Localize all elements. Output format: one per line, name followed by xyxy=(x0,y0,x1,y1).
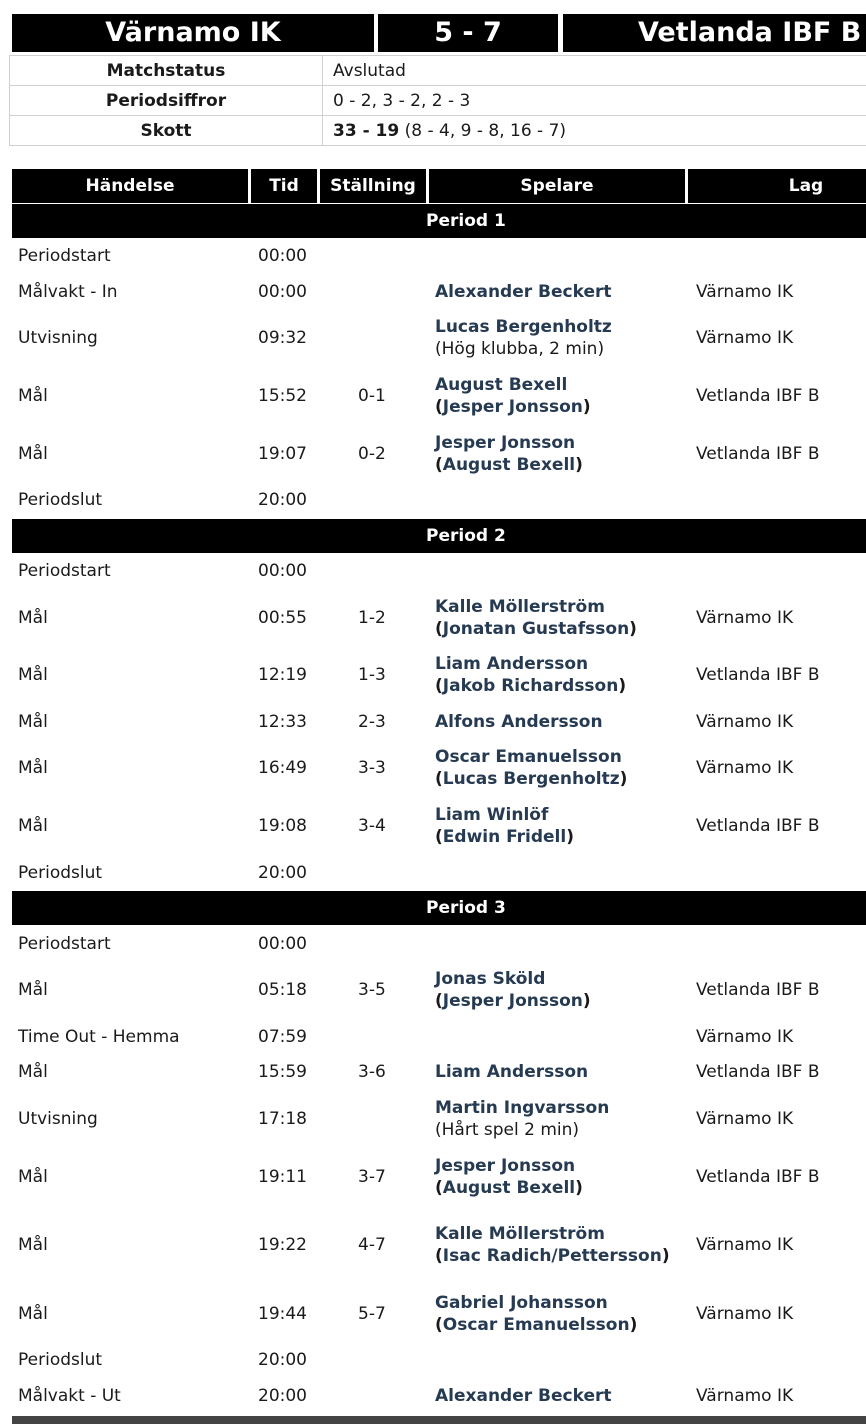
event-type: Mål xyxy=(18,444,48,464)
event-type: Time Out - Hemma xyxy=(18,1027,180,1047)
event-row xyxy=(0,1285,866,1343)
event-team: Värnamo IK xyxy=(696,282,794,302)
event-player-cell xyxy=(435,309,685,367)
event-row xyxy=(0,425,866,483)
event-score: 3-7 xyxy=(358,1167,386,1187)
player-link[interactable]: Liam Andersson xyxy=(435,1062,589,1082)
event-score: 3-4 xyxy=(358,816,386,836)
event-time: 20:00 xyxy=(258,490,307,510)
event-team: Vetlanda IBF B xyxy=(696,980,820,1000)
assist-paren-close: ) xyxy=(661,1246,670,1266)
player-link[interactable]: Alexander Beckert xyxy=(435,1386,612,1406)
assist-player-link[interactable]: Isac Radich/Pettersson xyxy=(442,1246,662,1266)
event-time: 19:08 xyxy=(258,816,307,836)
assist-paren-close: ) xyxy=(619,769,628,789)
event-time: 19:07 xyxy=(258,444,307,464)
home-team-header xyxy=(12,14,374,52)
event-score: 3-5 xyxy=(358,980,386,1000)
status-value: Avslutad xyxy=(323,56,866,86)
assist-player-link[interactable]: Jesper Jonsson xyxy=(442,991,583,1011)
assist-player-link[interactable]: August Bexell xyxy=(442,1178,576,1198)
event-type: Periodstart xyxy=(18,561,111,581)
event-type: Periodslut xyxy=(18,863,103,883)
event-team: Värnamo IK xyxy=(696,712,794,732)
assist-paren-open: ( xyxy=(435,769,443,789)
event-player-cell xyxy=(435,856,685,890)
event-player-cell xyxy=(435,275,685,309)
event-row xyxy=(0,1379,866,1413)
player-link[interactable]: Lucas Bergenholtz xyxy=(435,317,612,337)
assist-paren-open: ( xyxy=(435,676,443,696)
period-header xyxy=(12,519,866,553)
assist-paren-open: ( xyxy=(435,455,443,475)
final-score: 5 - 7 xyxy=(434,17,502,48)
event-score: 0-1 xyxy=(358,386,386,406)
event-row xyxy=(0,739,866,797)
assist-paren-open: ( xyxy=(435,827,443,847)
col-header-team: Lag xyxy=(688,169,866,203)
score-header xyxy=(378,14,558,52)
event-player-cell xyxy=(435,1090,685,1148)
player-link[interactable]: Kalle Möllerström xyxy=(435,597,605,617)
event-score: 4-7 xyxy=(358,1235,386,1255)
assist-paren-open: ( xyxy=(435,1178,443,1198)
event-row xyxy=(0,1205,866,1285)
player-link[interactable]: Kalle Möllerström xyxy=(435,1224,605,1244)
event-type: Mål xyxy=(18,1304,48,1324)
event-time: 19:11 xyxy=(258,1167,307,1187)
event-type: Målvakt - Ut xyxy=(18,1386,121,1406)
event-player-cell xyxy=(435,646,685,704)
event-time: 12:19 xyxy=(258,665,307,685)
event-time: 00:00 xyxy=(258,282,307,302)
player-link[interactable]: Liam Andersson xyxy=(435,654,589,674)
status-row xyxy=(10,56,866,86)
event-player-cell xyxy=(435,1205,685,1285)
event-player-cell xyxy=(435,705,685,739)
event-type: Mål xyxy=(18,608,48,628)
period-title: Period 2 xyxy=(426,526,506,546)
shots-row xyxy=(10,116,866,146)
period-title: Period 3 xyxy=(426,898,506,918)
event-team: Värnamo IK xyxy=(696,328,794,348)
event-player-cell xyxy=(435,1285,685,1343)
event-score: 2-3 xyxy=(358,712,386,732)
event-type: Periodslut xyxy=(18,490,103,510)
assist-paren-close: ) xyxy=(575,455,583,475)
assist-paren-close: ) xyxy=(582,397,591,417)
event-player-cell xyxy=(435,1055,685,1089)
assist-player-link[interactable]: Jonatan Gustafsson xyxy=(442,619,630,639)
event-time: 19:44 xyxy=(258,1304,307,1324)
assist-player-link[interactable]: Jesper Jonsson xyxy=(442,397,583,417)
shots-total: 33 - 19 xyxy=(333,120,400,141)
assist-paren-open: ( xyxy=(435,1246,443,1266)
player-link[interactable]: Jonas Sköld xyxy=(435,969,546,989)
event-row xyxy=(0,927,866,961)
player-link[interactable]: Alexander Beckert xyxy=(435,282,612,302)
event-type: Mål xyxy=(18,980,48,1000)
event-row xyxy=(0,646,866,704)
event-row xyxy=(0,367,866,425)
assist-paren-open: ( xyxy=(435,1315,443,1335)
event-time: 00:00 xyxy=(258,246,307,266)
event-time: 00:00 xyxy=(258,934,307,954)
event-player-cell xyxy=(435,961,685,1019)
event-team: Värnamo IK xyxy=(696,1109,794,1129)
event-time: 19:22 xyxy=(258,1235,307,1255)
event-team: Vetlanda IBF B xyxy=(696,386,820,406)
event-team: Vetlanda IBF B xyxy=(696,665,820,685)
event-row xyxy=(0,1090,866,1148)
event-row xyxy=(0,275,866,309)
period-scores-label: Periodsiffror xyxy=(10,86,323,116)
event-team: Värnamo IK xyxy=(696,1235,794,1255)
period-header xyxy=(12,204,866,238)
event-player-cell xyxy=(435,1148,685,1206)
event-player-cell xyxy=(435,797,685,855)
home-team-name: Värnamo IK xyxy=(105,17,281,48)
event-player-cell xyxy=(435,1343,685,1377)
table-footer-bar xyxy=(12,1416,866,1424)
event-type: Periodslut xyxy=(18,1350,103,1370)
event-time: 20:00 xyxy=(258,1350,307,1370)
assist-paren-close: ) xyxy=(629,619,637,639)
event-type: Målvakt - In xyxy=(18,282,118,302)
event-type: Periodstart xyxy=(18,246,111,266)
shots-value xyxy=(323,116,866,146)
event-score: 5-7 xyxy=(358,1304,386,1324)
event-time: 16:49 xyxy=(258,758,307,778)
event-time: 17:18 xyxy=(258,1109,307,1129)
event-team: Vetlanda IBF B xyxy=(696,1167,820,1187)
assist-paren-open: ( xyxy=(435,619,443,639)
assist-player-link[interactable]: August Bexell xyxy=(442,455,576,475)
event-row xyxy=(0,1055,866,1089)
event-time: 15:59 xyxy=(258,1062,307,1082)
event-row xyxy=(0,309,866,367)
event-row xyxy=(0,1343,866,1377)
event-time: 12:33 xyxy=(258,712,307,732)
event-score: 1-2 xyxy=(358,608,386,628)
col-header-score: Ställning xyxy=(320,169,426,203)
col-header-player: Spelare xyxy=(429,169,685,203)
penalty-note: (Hårt spel 2 min) xyxy=(435,1120,580,1140)
assist-player-link[interactable]: Oscar Emanuelsson xyxy=(442,1315,630,1335)
period-scores-value: 0 - 2, 3 - 2, 2 - 3 xyxy=(323,86,866,116)
event-row xyxy=(0,483,866,517)
event-team: Värnamo IK xyxy=(696,1304,794,1324)
assist-player-link[interactable]: Lucas Bergenholtz xyxy=(442,769,620,789)
assist-player-link[interactable]: Edwin Fridell xyxy=(442,827,567,847)
event-team: Värnamo IK xyxy=(696,758,794,778)
player-link[interactable]: Gabriel Johansson xyxy=(435,1293,608,1313)
event-team: Värnamo IK xyxy=(696,608,794,628)
event-team: Värnamo IK xyxy=(696,1027,794,1047)
event-score: 3-3 xyxy=(358,758,386,778)
event-player-cell xyxy=(435,1020,685,1054)
event-time: 09:32 xyxy=(258,328,307,348)
away-team-name: Vetlanda IBF B xyxy=(638,17,862,48)
event-time: 20:00 xyxy=(258,863,307,883)
assist-paren-close: ) xyxy=(618,676,627,696)
event-time: 15:52 xyxy=(258,386,307,406)
event-row xyxy=(0,554,866,588)
event-team: Vetlanda IBF B xyxy=(696,444,820,464)
event-type: Mål xyxy=(18,1062,48,1082)
event-type: Mål xyxy=(18,665,48,685)
assist-paren-close: ) xyxy=(582,991,591,1011)
player-link[interactable]: Oscar Emanuelsson xyxy=(435,747,622,767)
player-link[interactable]: Jesper Jonsson xyxy=(435,433,576,453)
event-team: Värnamo IK xyxy=(696,1386,794,1406)
event-team: Vetlanda IBF B xyxy=(696,816,820,836)
event-row xyxy=(0,589,866,647)
event-type: Utvisning xyxy=(18,1109,98,1129)
penalty-note: (Hög klubba, 2 min) xyxy=(435,339,605,359)
col-header-time: Tid xyxy=(251,169,317,203)
assist-paren-open: ( xyxy=(435,397,443,417)
assist-paren-close: ) xyxy=(575,1178,583,1198)
event-score: 3-6 xyxy=(358,1062,386,1082)
away-team-header xyxy=(563,14,866,52)
event-type: Mål xyxy=(18,712,48,732)
player-link[interactable]: August Bexell xyxy=(435,375,568,395)
event-type: Mål xyxy=(18,386,48,406)
col-header-event: Händelse xyxy=(12,169,248,203)
assist-paren-close: ) xyxy=(566,827,574,847)
player-link[interactable]: Martin Ingvarsson xyxy=(435,1098,610,1118)
match-info-table xyxy=(9,55,866,146)
period-title: Period 1 xyxy=(426,211,506,231)
shots-detail: (8 - 4, 9 - 8, 16 - 7) xyxy=(399,120,567,141)
event-row xyxy=(0,1148,866,1206)
event-score: 1-3 xyxy=(358,665,386,685)
event-row xyxy=(0,1020,866,1054)
event-player-cell xyxy=(435,739,685,797)
event-type: Utvisning xyxy=(18,328,98,348)
event-player-cell xyxy=(435,554,685,588)
event-score: 0-2 xyxy=(358,444,386,464)
event-type: Periodstart xyxy=(18,934,111,954)
event-player-cell xyxy=(435,367,685,425)
event-type: Mål xyxy=(18,758,48,778)
event-time: 07:59 xyxy=(258,1027,307,1047)
event-player-cell xyxy=(435,927,685,961)
event-row xyxy=(0,705,866,739)
event-row xyxy=(0,961,866,1019)
event-time: 20:00 xyxy=(258,1386,307,1406)
event-player-cell xyxy=(435,483,685,517)
event-time: 05:18 xyxy=(258,980,307,1000)
assist-player-link[interactable]: Jakob Richardsson xyxy=(442,676,619,696)
shots-label: Skott xyxy=(10,116,323,146)
event-type: Mål xyxy=(18,1235,48,1255)
event-player-cell xyxy=(435,239,685,273)
player-link[interactable]: Jesper Jonsson xyxy=(435,1156,576,1176)
event-player-cell xyxy=(435,589,685,647)
event-player-cell xyxy=(435,425,685,483)
event-type: Mål xyxy=(18,1167,48,1187)
period-scores-row xyxy=(10,86,866,116)
status-label: Matchstatus xyxy=(10,56,323,86)
event-team: Vetlanda IBF B xyxy=(696,1062,820,1082)
player-link[interactable]: Alfons Andersson xyxy=(435,712,603,732)
assist-paren-close: ) xyxy=(629,1315,638,1335)
event-player-cell xyxy=(435,1379,685,1413)
event-type: Mål xyxy=(18,816,48,836)
event-time: 00:55 xyxy=(258,608,307,628)
event-row xyxy=(0,797,866,855)
event-time: 00:00 xyxy=(258,561,307,581)
assist-paren-open: ( xyxy=(435,991,443,1011)
event-row xyxy=(0,239,866,273)
period-header xyxy=(12,891,866,925)
event-row xyxy=(0,856,866,890)
player-link[interactable]: Liam Winlöf xyxy=(435,805,549,825)
